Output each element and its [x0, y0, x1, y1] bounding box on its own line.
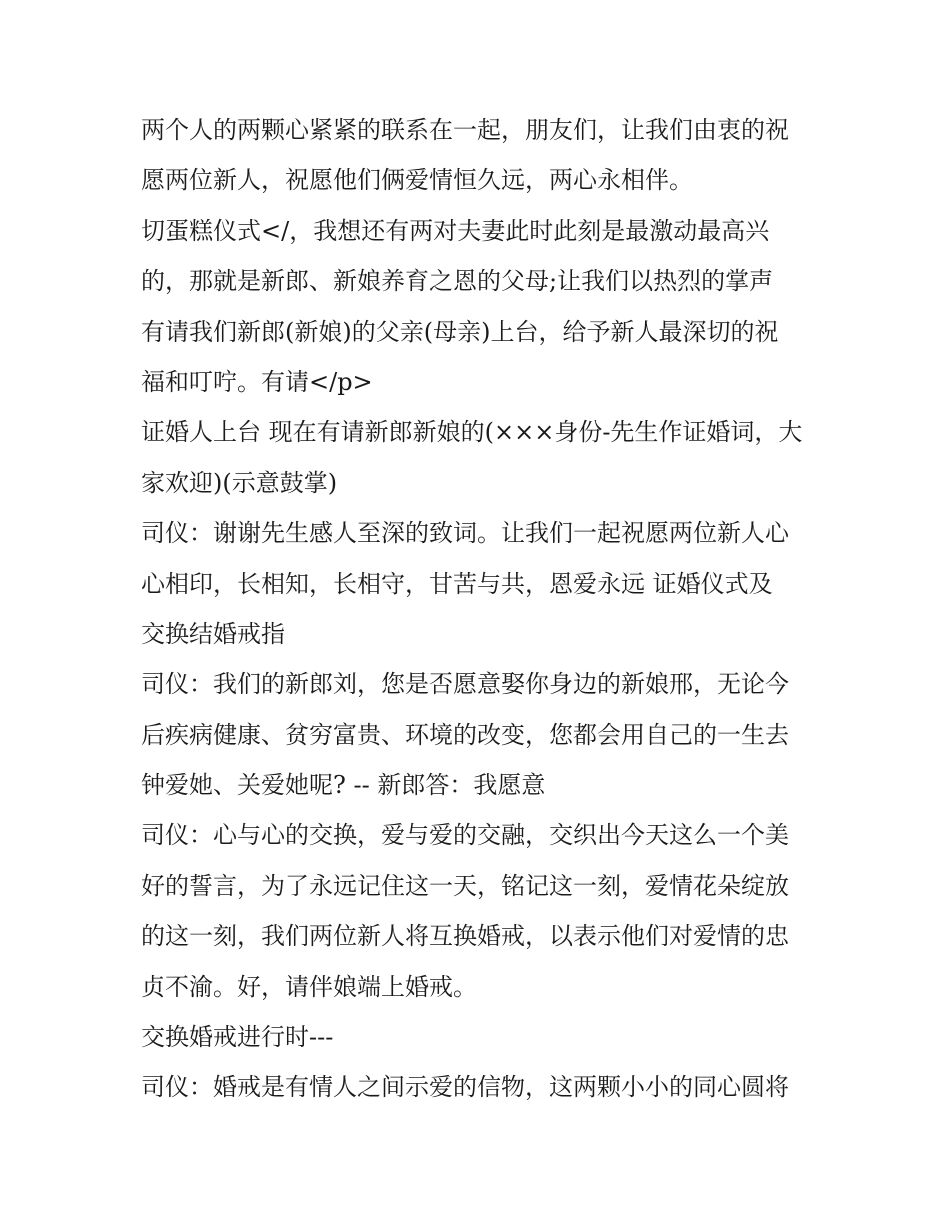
text-line: 心相印，长相知，长相守，甘苦与共，恩爱永远 证婚仪式及	[141, 569, 773, 598]
text-line: 司仪：心与心的交换，爱与爱的交融，交织出今天这么一个美	[141, 821, 789, 850]
text-line: 的，那就是新郎、新娘养育之恩的父母;让我们以热烈的掌声	[141, 267, 774, 296]
text-line: 的这一刻，我们两位新人将互换婚戒，以表示他们对爱情的忠	[141, 922, 789, 951]
text-line: 司仪：婚戒是有情人之间示爱的信物，这两颗小小的同心圆将	[141, 1073, 789, 1102]
text-line: 证婚人上台 现在有请新郎新娘的(×××身份-先生作证婚词，大	[141, 418, 803, 447]
text-line: 钟爱她、关爱她呢? -- 新郎答：我愿意	[141, 771, 546, 800]
paragraph-cake-cutting	[141, 206, 813, 408]
paragraph-vow	[141, 659, 813, 810]
text-line: 交换婚戒进行时---	[141, 1023, 334, 1052]
text-line: 司仪：我们的新郎刘，您是否愿意娶你身边的新娘邢，无论今	[141, 670, 789, 699]
document-body	[141, 105, 813, 1113]
text-line: 有请我们新郎(新娘)的父亲(母亲)上台，给予新人最深切的祝	[141, 317, 779, 346]
text-line: 福和叮咛。有请</p>	[141, 367, 373, 396]
text-line: 贞不渝。好，请伴娘端上婚戒。	[141, 972, 477, 1001]
text-line: 切蛋糕仪式</，我想还有两对夫妻此时此刻是最激动最高兴	[141, 216, 770, 245]
text-line: 好的誓言，为了永远记住这一天，铭记这一刻，爱情花朵绽放	[141, 871, 789, 900]
text-line: 后疾病健康、贫穷富贵、环境的改变，您都会用自己的一生去	[141, 720, 789, 749]
paragraph-witness	[141, 407, 813, 508]
paragraph-thanks	[141, 508, 813, 659]
paragraph-ring-meaning	[141, 1062, 813, 1112]
paragraph-blessing	[141, 105, 813, 206]
text-line: 两个人的两颗心紧紧的联系在一起，朋友们，让我们由衷的祝	[141, 116, 789, 144]
paragraph-ring-in-progress	[141, 1012, 813, 1062]
paragraph-ring-exchange	[141, 810, 813, 1012]
text-line: 愿两位新人，祝愿他们俩爱情恒久远，两心永相伴。	[141, 166, 693, 195]
text-line: 家欢迎)(示意鼓掌)	[141, 468, 338, 497]
text-line: 司仪：谢谢先生感人至深的致词。让我们一起祝愿两位新人心	[141, 519, 789, 548]
text-line: 交换结婚戒指	[141, 619, 285, 648]
